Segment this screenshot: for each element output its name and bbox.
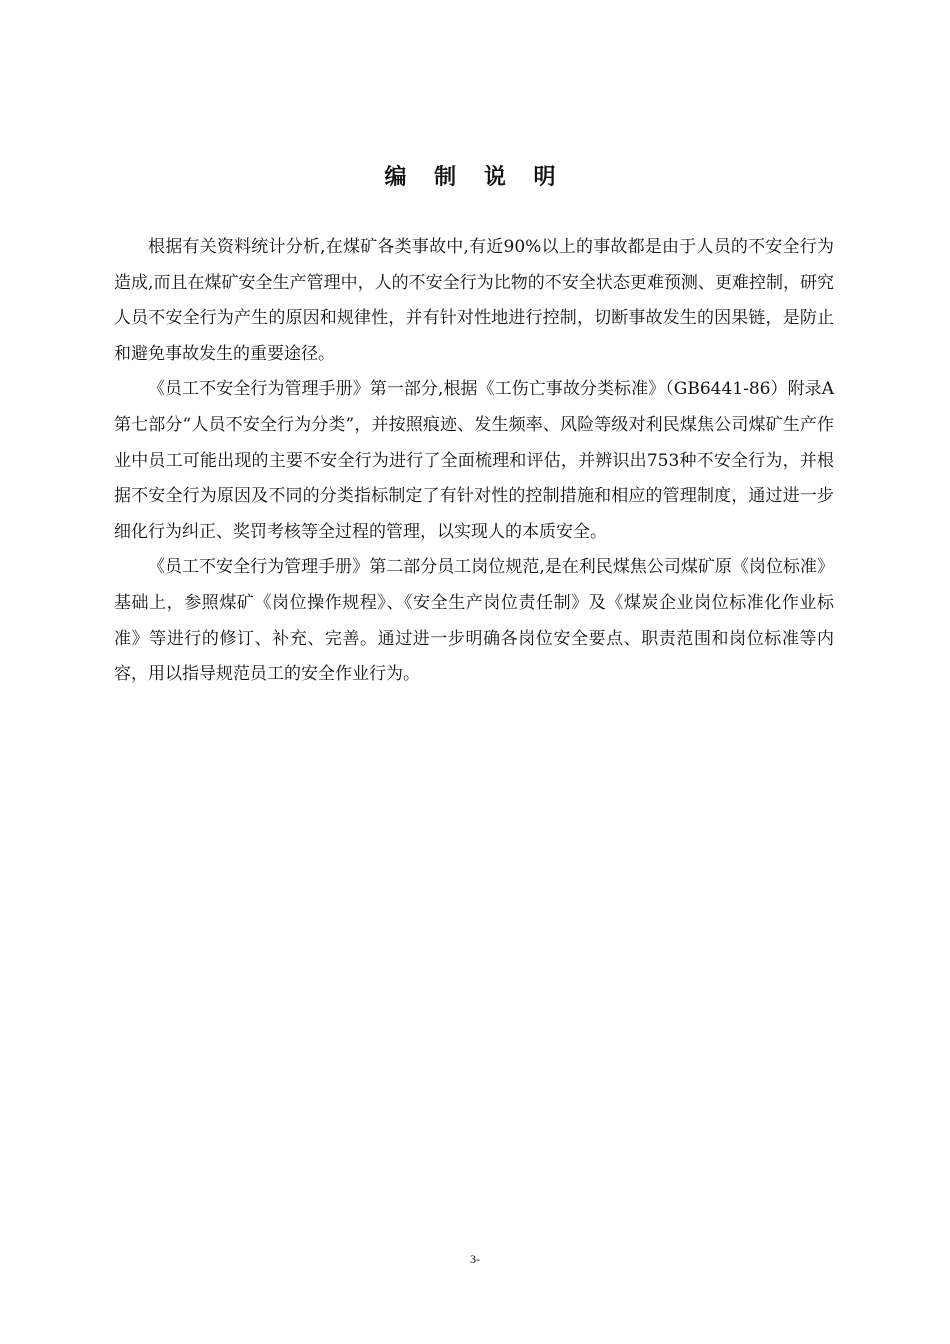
document-body	[114, 230, 834, 693]
paragraph-1: 根据有关资料统计分析,在煤矿各类事故中,有近90%以上的事故都是由于人员的不安全行为造成,而且在煤矿安全生产管理中，人的不安全行为比物的不安全状态更难预测、更难控制，研究人员不安全行为产生的原因和规律性，并有针对性地进行控制，切断事故发生的因果链，是防止和避免事故发生的重要途径。	[114, 237, 834, 364]
paragraph-3: 《员工不安全行为管理手册》第二部分员工岗位规范,是在利民煤焦公司煤矿原《岗位标准》基础上，参照煤矿《岗位操作规程》、《安全生产岗位责任制》及《煤炭企业岗位标准化作业标准》等进行的修订、补充、完善。通过进一步明确各岗位安全要点、职责范围和岗位标准等内容，用以指导规范员工的安全作业行为。	[114, 557, 834, 685]
paragraph-2: 《员工不安全行为管理手册》第一部分,根据《工伤亡事故分类标准》（GB6441-86）附录A第七部分“人员不安全行为分类”，并按照痕迹、发生频率、风险等级对利民煤焦公司煤矿生产作业中员工可能出现的主要不安全行为进行了全面梳理和评估，并辨识出753种不安全行为，并根据不安全行为原因及不同的分类指标制定了有针对性的控制措施和相应的管理制度，通过进一步细化行为纠正、奖罚考核等全过程的管理，以实现人的本质安全。	[114, 379, 834, 542]
document-title: 编 制 说 明	[384, 165, 566, 190]
page-number: 3-	[470, 1252, 480, 1266]
